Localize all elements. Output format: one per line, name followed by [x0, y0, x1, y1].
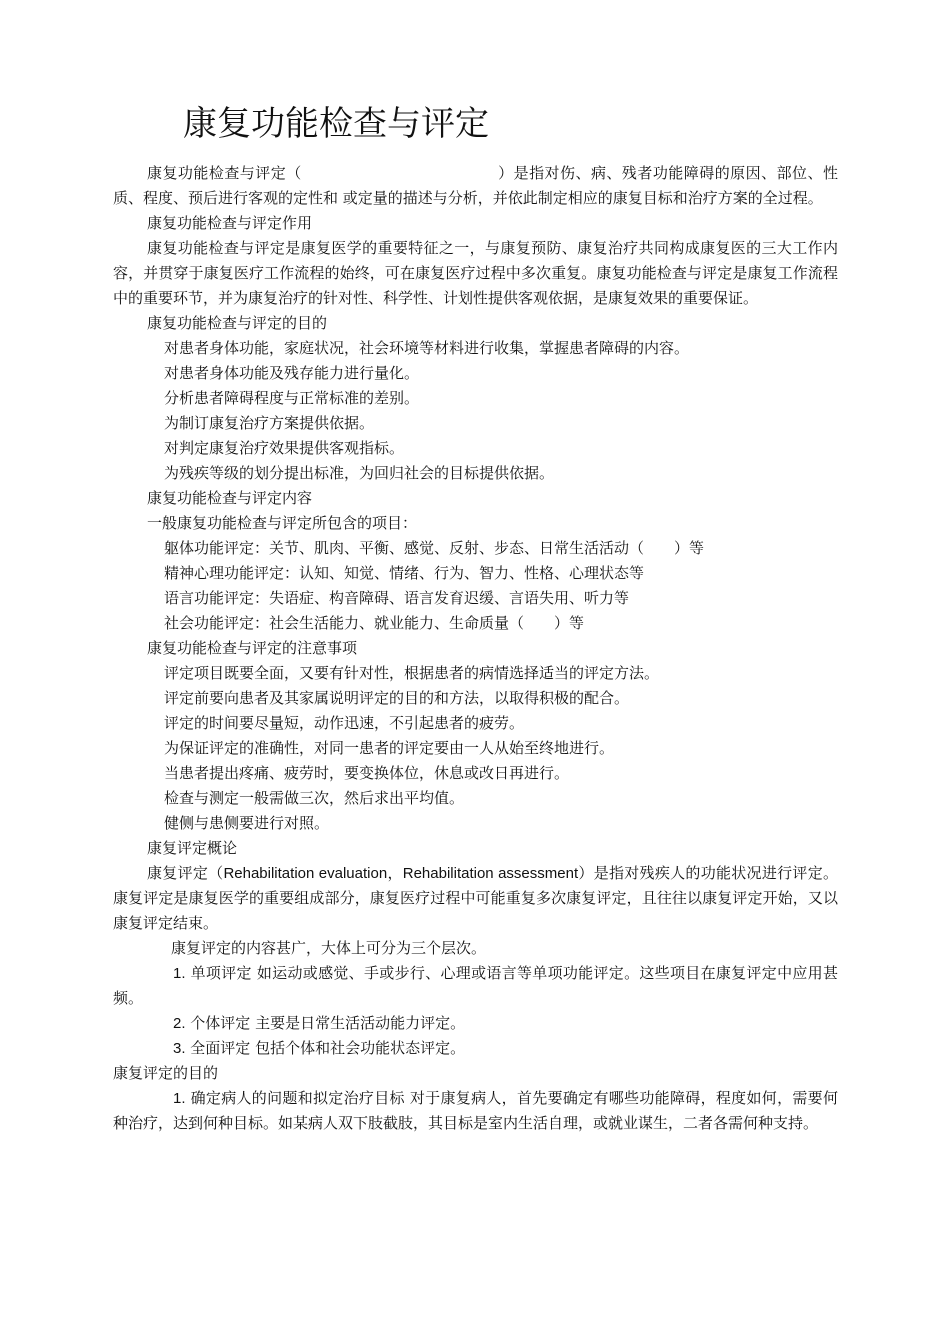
purpose-item: 为残疾等级的划分提出标准，为回归社会的目标提供依据。: [164, 464, 555, 482]
note-item: 评定前要向患者及其家属说明评定的目的和方法，以取得积极的配合。: [164, 689, 630, 707]
level-item: [113, 961, 838, 1011]
level-item: [113, 1011, 838, 1036]
overview-paragraph: [113, 861, 838, 936]
section-heading-goals: 康复评定的目的: [113, 1064, 219, 1082]
section-heading-overview: 康复评定概论: [147, 839, 238, 857]
section-heading-content: 康复功能检查与评定内容: [147, 489, 313, 507]
level-text: 全面评定 包括个体和社会功能状态评定。: [190, 1039, 466, 1057]
document-body: [113, 161, 838, 1136]
goals-paragraph: [113, 1086, 838, 1136]
level-text: 单项评定 如运动或感觉、手或步行、心理或语言等单项功能评定。这些项目在康复评定中应用甚频。: [113, 964, 838, 1007]
purpose-item: 对患者身体功能及残存能力进行量化。: [164, 364, 420, 382]
content-subheading: 一般康复功能检查与评定所包含的项目：: [147, 514, 418, 532]
document-title: 康复功能检查与评定: [183, 104, 489, 144]
overview-tail: ）是指对残疾人的功能状况进行评定。康复评定是康复医学的重要组成部分，康复医疗过程中可能重复多次康复评定，且往往以康复评定开始，又以康复评定结束。: [113, 864, 838, 932]
purpose-item: 为制订康复治疗方案提供依据。: [164, 414, 375, 432]
goal-text: 确定病人的问题和拟定治疗目标 对于康复病人，首先要确定有哪些功能障碍，程度如何，需要何种治疗，达到何种目标。如某病人双下肢截肢，其目标是室内生活自理，或就业谋生，二者各需何种支持。: [113, 1089, 838, 1132]
note-item: 当患者提出疼痛、疲劳时，要变换体位，休息或改日再进行。: [164, 764, 570, 782]
content-item: 社会功能评定：社会生活能力、就业能力、生命质量（ ）等: [164, 614, 585, 632]
definition-lead: 康复功能检查与评定（: [147, 164, 302, 182]
definition-tail: ）是指对伤、病、残者功能障碍的原因、部位、性质、程度、预后进行客观的定性和 或定量的描述与分析，并依此制定相应的康复目标和治疗方案的全过程。: [113, 164, 838, 207]
note-item: 健侧与患侧要进行对照。: [164, 814, 330, 832]
content-item: 语言功能评定：失语症、构音障碍、语言发育迟缓、言语失用、听力等: [164, 589, 630, 607]
goal-number: 1.: [173, 1090, 186, 1107]
content-item: 精神心理功能评定：认知、知觉、情绪、行为、智力、性格、心理状态等: [164, 564, 645, 582]
overview-lead: 康复评定（: [147, 864, 224, 882]
level-number: 2.: [173, 1015, 186, 1032]
level-text: 个体评定 主要是日常生活活动能力评定。: [190, 1014, 466, 1032]
english-term: Rehabilitation evaluation，Rehabilitation assessment: [223, 865, 579, 882]
note-item: 为保证评定的准确性，对同一患者的评定要由一人从始至终地进行。: [164, 739, 615, 757]
purpose-item: 分析患者障碍程度与正常标准的差别。: [164, 389, 420, 407]
section-heading-notes: 康复功能检查与评定的注意事项: [147, 639, 358, 657]
definition-paragraph: [113, 161, 838, 211]
note-item: 评定的时间要尽量短，动作迅速，不引起患者的疲劳。: [164, 714, 525, 732]
note-item: 评定项目既要全面，又要有针对性，根据患者的病情选择适当的评定方法。: [164, 664, 660, 682]
level-item: [113, 1036, 838, 1061]
role-paragraph: 康复功能检查与评定是康复医学的重要特征之一，与康复预防、康复治疗共同构成康复医的三大工作内容，并贯穿于康复医疗工作流程的始终，可在康复医疗过程中多次重复。康复功能检查与评定是康复工作流程中的重要环节，并为康复治疗的针对性、科学性、计划性提供客观依据，是康复效果的重要保证。: [113, 239, 838, 307]
note-item: 检查与测定一般需做三次，然后求出平均值。: [164, 789, 465, 807]
overview-levels-intro: 康复评定的内容甚广，大体上可分为三个层次。: [171, 939, 487, 957]
purpose-item: 对判定康复治疗效果提供客观指标。: [164, 439, 405, 457]
section-heading-purpose: 康复功能检查与评定的目的: [147, 314, 328, 332]
level-number: 3.: [173, 1040, 186, 1057]
section-heading-role: 康复功能检查与评定作用: [147, 214, 313, 232]
content-item: 躯体功能评定：关节、肌肉、平衡、感觉、反射、步态、日常生活活动（ ）等: [164, 539, 705, 557]
level-number: 1.: [173, 965, 186, 982]
purpose-item: 对患者身体功能，家庭状况，社会环境等材料进行收集，掌握患者障碍的内容。: [164, 339, 690, 357]
